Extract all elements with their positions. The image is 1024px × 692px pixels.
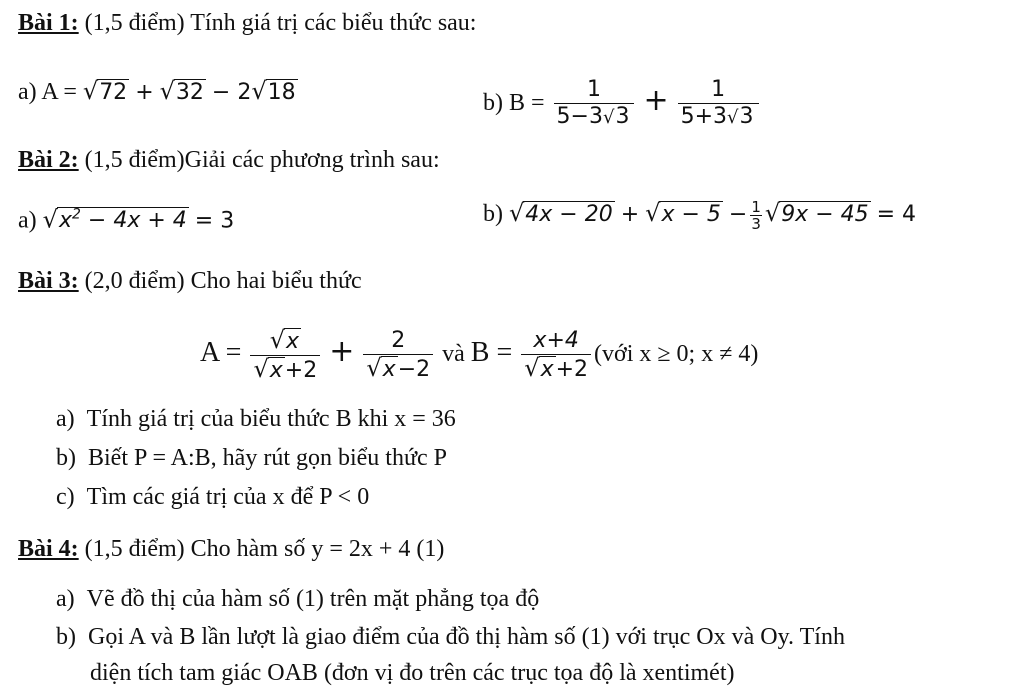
bai4-item-b: [56, 622, 845, 652]
item-text: Tìm các giá trị của x để P < 0: [86, 484, 370, 510]
bai4-title: Bài 4:: [18, 536, 79, 562]
bai4-item-a: [56, 584, 539, 614]
sqrt-x-5: √x − 5: [645, 199, 721, 227]
item-text: Biết P = A:B, hãy rút gọn biểu thức P: [88, 445, 447, 471]
sqrt-72: √72: [82, 77, 128, 105]
part-label: b): [483, 201, 503, 227]
part-label: b): [56, 445, 76, 471]
fraction-a1: $\frac{√x}{√x+2}$: [250, 327, 320, 384]
bai3-expressions: A = $\frac{√x}{√x+2}$ + $\frac{2}{√x-2}$ và B = $\frac{x+4}{√x+2}$ (với x ≥ 0; x ≠ 4): [200, 325, 759, 383]
bai2-part-a: a) $√x^2 - 4x + 4 = 3$: [18, 200, 234, 236]
sqrt-32: √32: [159, 77, 204, 105]
fraction-2: $\frac{1}{5+3√3}$: [678, 77, 759, 131]
bai3-header: [18, 266, 362, 296]
variable-a: A =: [200, 337, 242, 368]
item-text: Tính giá trị của biểu thức B khi x = 36: [86, 406, 456, 432]
bai3-instruction: Cho hai biểu thức: [190, 268, 362, 294]
bai4-points: (1,5 điểm): [84, 536, 185, 562]
bai2-points: (1,5 điểm): [84, 147, 185, 173]
bai2-instruction: Giải các phương trình sau:: [184, 147, 440, 173]
variable-b: B =: [509, 90, 545, 116]
bai4-instruction: Cho hàm số y = 2x + 4 (1): [190, 536, 445, 562]
conjunction-va: và: [442, 341, 465, 367]
part-label: b): [483, 90, 503, 116]
bai1-header: [18, 8, 476, 38]
bai1-title: Bài 1:: [18, 10, 79, 36]
part-label: a): [18, 207, 37, 234]
bai3-title: Bài 3:: [18, 268, 79, 294]
bai4-item-b-continued: [90, 658, 734, 688]
bai3-item-c: [56, 482, 369, 512]
item-text: Gọi A và B lần lượt là giao điểm của đồ thị hàm số (1) với trục Ox và Oy. Tính: [88, 624, 845, 650]
fraction-one-third: $\frac{1}{3}$: [751, 197, 761, 233]
variable-b: B =: [470, 337, 513, 368]
sqrt-9x-45: √9x − 45: [764, 199, 869, 227]
bai3-points: (2,0 điểm): [84, 268, 185, 294]
sqrt-quadratic: $√x^2 - 4x + 4$: [42, 205, 187, 234]
part-label: a): [56, 406, 75, 432]
bai2-title: Bài 2:: [18, 147, 79, 173]
fraction-a2: $\frac{2}{√x-2}$: [363, 328, 433, 383]
item-text: diện tích tam giác OAB (đơn vị đo trên các trục tọa độ là xentimét): [90, 660, 735, 686]
condition: (với x ≥ 0; x ≠ 4): [594, 341, 759, 367]
sqrt-4x-20: √4x − 20: [509, 199, 613, 227]
bai2-header: [18, 145, 440, 175]
bai3-item-b: [56, 443, 447, 473]
sqrt-18: √18: [251, 77, 296, 105]
bai3-item-a: [56, 404, 456, 434]
bai2-part-b: b) √4x − 20 + √x − 5 − $\frac{1}{3}$ √9x − 45 = 4: [483, 197, 917, 233]
item-text: Vẽ đồ thị của hàm số (1) trên mặt phẳng tọa độ: [86, 586, 540, 612]
part-label: a): [18, 79, 37, 105]
variable-a: A =: [41, 79, 77, 105]
part-label: b): [56, 624, 76, 650]
part-label: c): [56, 484, 75, 510]
bai1-instruction: Tính giá trị các biểu thức sau:: [190, 10, 477, 36]
bai4-header: [18, 534, 444, 564]
fraction-b: $\frac{x+4}{√x+2}$: [521, 328, 591, 383]
bai1-part-a: a) A = √72 + √32 − 2√18: [18, 76, 298, 108]
part-label: a): [56, 586, 75, 612]
bai1-points: (1,5 điểm): [84, 10, 185, 36]
fraction-1: $\frac{1}{5-3√3}$: [554, 77, 635, 131]
bai1-part-b: b) B = $\frac{1}{5-3√3}$ + $\frac{1}{5+3√3}$: [483, 72, 762, 132]
